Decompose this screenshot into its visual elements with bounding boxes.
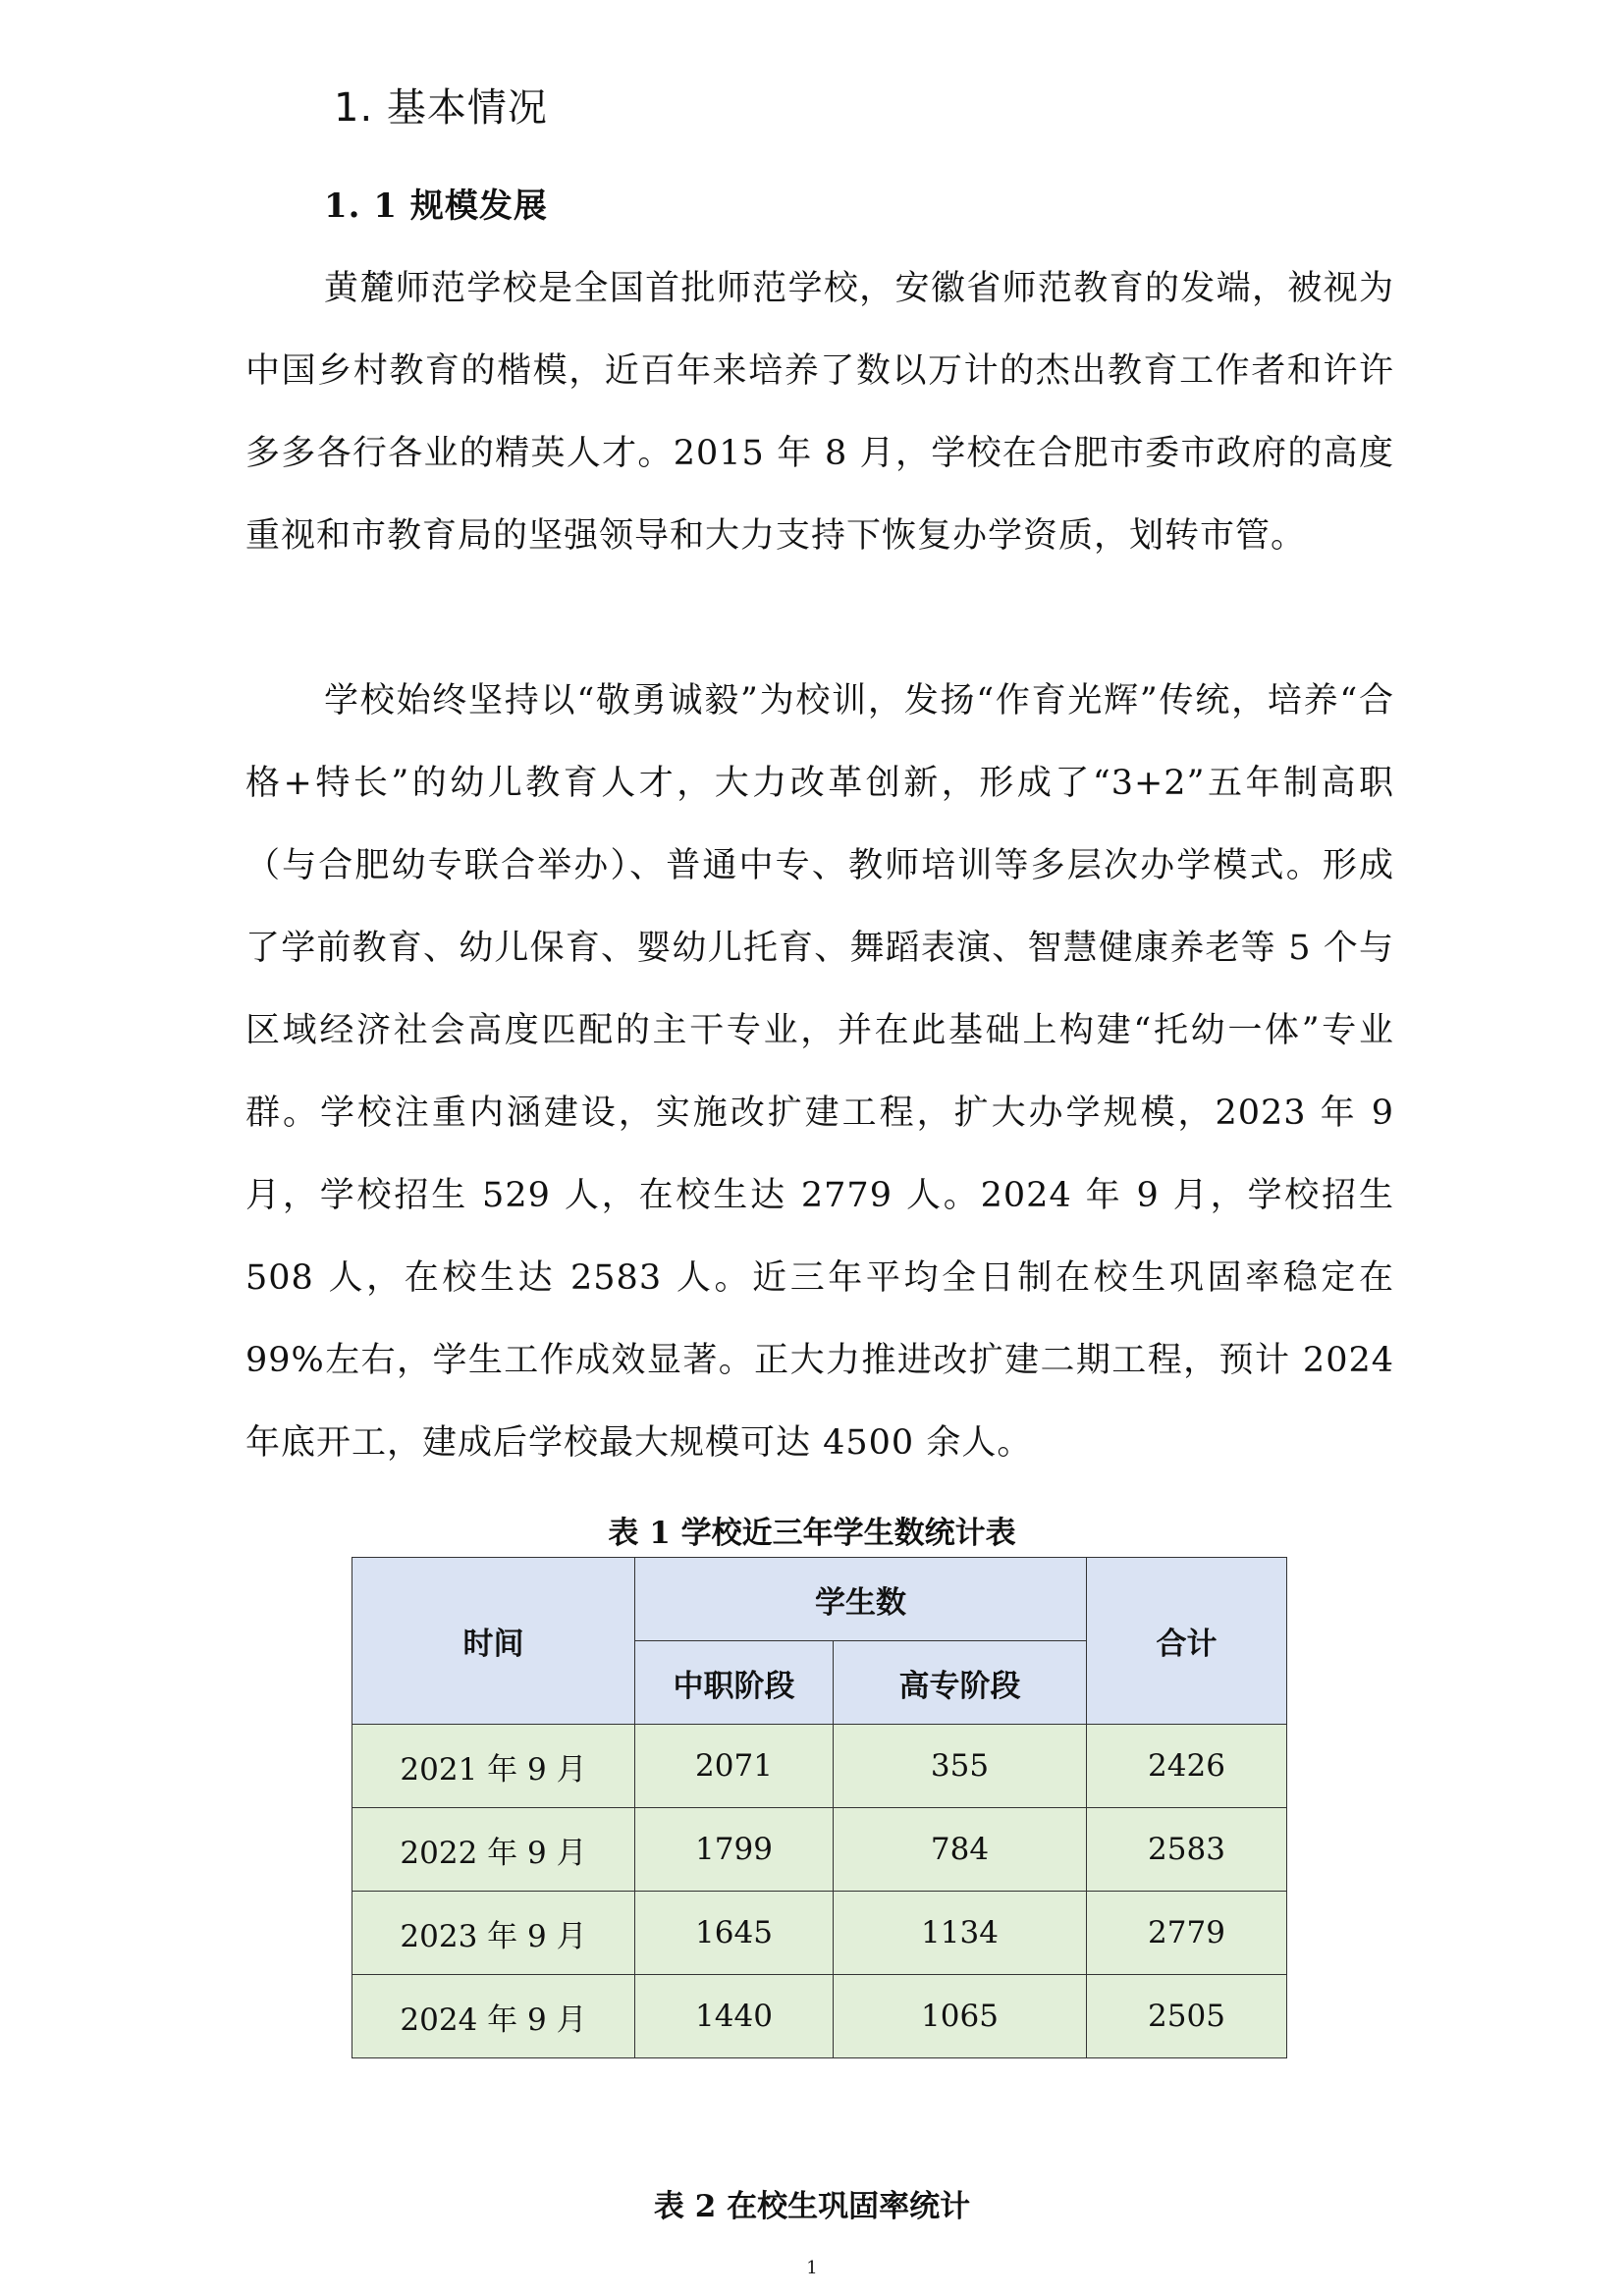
cell-time: 2022 年 9 月	[352, 1808, 635, 1892]
cell-total: 2583	[1087, 1808, 1287, 1892]
cell-secondary: 1440	[635, 1975, 834, 2058]
header-time: 时间	[352, 1558, 635, 1725]
cell-college: 1065	[834, 1975, 1087, 2058]
student-count-table	[352, 1557, 1287, 2058]
cell-college: 355	[834, 1725, 1087, 1808]
cell-total: 2505	[1087, 1975, 1287, 2058]
table-row	[352, 1892, 1287, 1975]
cell-time: 2021 年 9 月	[352, 1725, 635, 1808]
table-row	[352, 1725, 1287, 1808]
cell-secondary: 1645	[635, 1892, 834, 1975]
table1-caption: 表 1 学校近三年学生数统计表	[608, 1516, 1016, 1551]
subsection-heading: 1. 1 规模发展	[324, 187, 548, 226]
header-total: 合计	[1087, 1558, 1287, 1725]
cell-college: 784	[834, 1808, 1087, 1892]
cell-college: 1134	[834, 1892, 1087, 1975]
paragraph-development: 学校始终坚持以“敬勇诚毅”为校训，发扬“作育光辉”传统，培养“合格+特长”的幼儿教育人才，大力改革创新，形成了“3+2”五年制高职（与合肥幼专联合举办）、普通中专、教师培训等多层次办学模式。形成了学前教育、幼儿保育、婴幼儿托育、舞蹈表演、智慧健康养老等 5 个与区域经济社会高度匹配的主干专业，并在此基础上构建“托幼一体”专业群。学校注重内涵建设，实施改扩建工程，扩大办学规模，2023 年 9 月，学校招生 529 人，在校生达 2779 人。2024 年 9 月，学校招生 508 人，在校生达 2583 人。近三年平均全日制在校生巩固率稳定在 99%左右，学生工作成效显著。正大力推进改扩建二期工程，预计 2024 年底开工，建成后学校最大规模可达 4500 余人。	[245, 681, 1394, 1463]
cell-secondary: 2071	[635, 1725, 834, 1808]
cell-secondary: 1799	[635, 1808, 834, 1892]
header-secondary: 中职阶段	[635, 1641, 834, 1725]
header-college: 高专阶段	[834, 1641, 1087, 1725]
page-number: 1	[806, 2258, 818, 2278]
header-students: 学生数	[635, 1558, 1087, 1641]
section-heading: 1. 基本情况	[334, 85, 548, 131]
cell-time: 2023 年 9 月	[352, 1892, 635, 1975]
cell-total: 2426	[1087, 1725, 1287, 1808]
table-row	[352, 1975, 1287, 2058]
paragraph-intro: 黄麓师范学校是全国首批师范学校，安徽省师范教育的发端，被视为中国乡村教育的楷模，近百年来培养了数以万计的杰出教育工作者和许许多多各行各业的精英人才。2015 年 8 月，学校在合肥市委市政府的高度重视和市教育局的坚强领导和大力支持下恢复办学资质，划转市管。	[245, 269, 1394, 556]
cell-total: 2779	[1087, 1892, 1287, 1975]
table2-caption: 表 2 在校生巩固率统计	[653, 2189, 971, 2224]
cell-time: 2024 年 9 月	[352, 1975, 635, 2058]
table-row	[352, 1808, 1287, 1892]
